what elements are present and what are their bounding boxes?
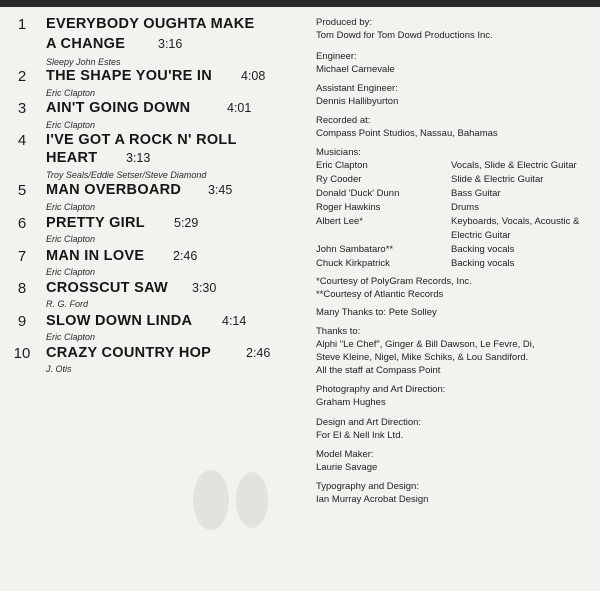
track-writer: Eric Clapton	[46, 267, 96, 277]
track-time: 3:45	[208, 183, 233, 197]
track-title: THE SHAPE YOU'RE IN	[46, 68, 212, 84]
thanks-line: All the staff at Compass Point	[316, 365, 441, 376]
musician-role: Vocals, Slide & Electric Guitar	[451, 160, 577, 171]
track-writer: J. Otis	[46, 364, 72, 374]
track-writer: Eric Clapton	[46, 234, 96, 244]
assistant-engineer-value: Dennis Hallibyurton	[316, 96, 399, 107]
track-number: 4	[17, 132, 27, 149]
track-time: 4:14	[222, 314, 247, 328]
recorded-label: Recorded at:	[316, 115, 371, 126]
produced-value: Tom Dowd for Tom Dowd Productions Inc.	[316, 30, 493, 41]
track-number: 9	[17, 313, 27, 330]
track-time: 4:08	[241, 69, 266, 83]
thanks-line: Steve Kleine, Nigel, Mike Schiks, & Lou Sandiford.	[316, 352, 529, 363]
design-value: For El & Nell Ink Ltd.	[316, 430, 404, 441]
track-title: CROSSCUT SAW	[46, 280, 169, 296]
track-number: 3	[17, 100, 27, 117]
musician-name: Ry Cooder	[316, 174, 362, 185]
photography-value: Graham Hughes	[316, 397, 386, 408]
musician-role: Keyboards, Vocals, Acoustic &	[451, 216, 580, 227]
courtesy-note-2: **Courtesy of Atlantic Records	[316, 289, 444, 300]
track-title: I'VE GOT A ROCK N' ROLL	[46, 132, 237, 148]
track-time: 3:30	[192, 281, 217, 295]
track-number: 6	[17, 215, 27, 232]
track-time: 5:29	[174, 216, 199, 230]
design-label: Design and Art Direction:	[316, 417, 422, 428]
typography-value: Ian Murray Acrobat Design	[316, 494, 429, 505]
thanks-line: Alphi "Le Chef", Ginger & Bill Dawson, Le Fevre, Di,	[316, 339, 535, 350]
musicians-label: Musicians:	[316, 147, 361, 158]
musician-role: Drums	[451, 202, 479, 213]
engineer-value: Michael Carnevale	[316, 64, 395, 75]
track-writer: Eric Clapton	[46, 332, 96, 342]
track-title: SLOW DOWN LINDA	[46, 313, 193, 329]
track-writer: Eric Clapton	[46, 120, 96, 130]
track-time: 3:13	[126, 151, 151, 165]
musician-name: Roger Hawkins	[316, 202, 381, 213]
track-time: 2:46	[246, 346, 271, 360]
track-writer: Eric Clapton	[46, 202, 96, 212]
courtesy-note-1: *Courtesy of PolyGram Records, Inc.	[316, 276, 472, 287]
track-time: 4:01	[227, 101, 252, 115]
musician-role: Bass Guitar	[451, 188, 501, 199]
musician-role: Backing vocals	[451, 258, 515, 269]
track-title-line-2: A CHANGE	[46, 36, 126, 52]
engineer-label: Engineer:	[316, 51, 357, 62]
musician-name: Donald 'Duck' Dunn	[316, 188, 400, 199]
track-time: 3:16	[158, 37, 183, 51]
track-title: MAN OVERBOARD	[46, 182, 182, 198]
track-title: CRAZY COUNTRY HOP	[46, 345, 212, 361]
track-writer: Sleepy John Estes	[46, 57, 121, 67]
track-number: 2	[17, 68, 27, 85]
assistant-engineer-label: Assistant Engineer:	[316, 83, 398, 94]
track-writer: Troy Seals/Eddie Setser/Steve Diamond	[46, 170, 207, 180]
watermark-shape	[186, 460, 276, 540]
track-title-line-2: HEART	[46, 150, 98, 166]
track-number: 8	[17, 280, 27, 297]
musician-name: Eric Clapton	[316, 160, 368, 171]
credits-column	[316, 0, 596, 591]
musician-role-line-2: Electric Guitar	[451, 230, 511, 241]
track-number: 7	[17, 248, 27, 265]
musician-name: John Sambataro**	[316, 244, 394, 255]
track-writer: Eric Clapton	[46, 88, 96, 98]
model-maker-label: Model Maker:	[316, 449, 374, 460]
track-title: AIN'T GOING DOWN	[46, 100, 191, 116]
track-number: 5	[17, 182, 27, 199]
model-maker-value: Laurie Savage	[316, 462, 378, 473]
photography-label: Photography and Art Direction:	[316, 384, 446, 395]
recorded-value: Compass Point Studios, Nassau, Bahamas	[316, 128, 498, 139]
thanks-label: Thanks to:	[316, 326, 361, 337]
typography-label: Typography and Design:	[316, 481, 419, 492]
track-time: 2:46	[173, 249, 198, 263]
track-number: 1	[17, 16, 27, 33]
track-number: 10	[13, 345, 31, 362]
musician-name: Chuck Kirkpatrick	[316, 258, 390, 269]
produced-label: Produced by:	[316, 17, 372, 28]
many-thanks: Many Thanks to: Pete Solley	[316, 307, 437, 318]
track-writer: R. G. Ford	[46, 299, 89, 309]
track-title: PRETTY GIRL	[46, 215, 145, 231]
musician-role: Slide & Electric Guitar	[451, 174, 544, 185]
track-title: MAN IN LOVE	[46, 248, 145, 264]
musician-role: Backing vocals	[451, 244, 515, 255]
track-title: EVERYBODY OUGHTA MAKE	[46, 16, 255, 32]
musician-name: Albert Lee*	[316, 216, 364, 227]
